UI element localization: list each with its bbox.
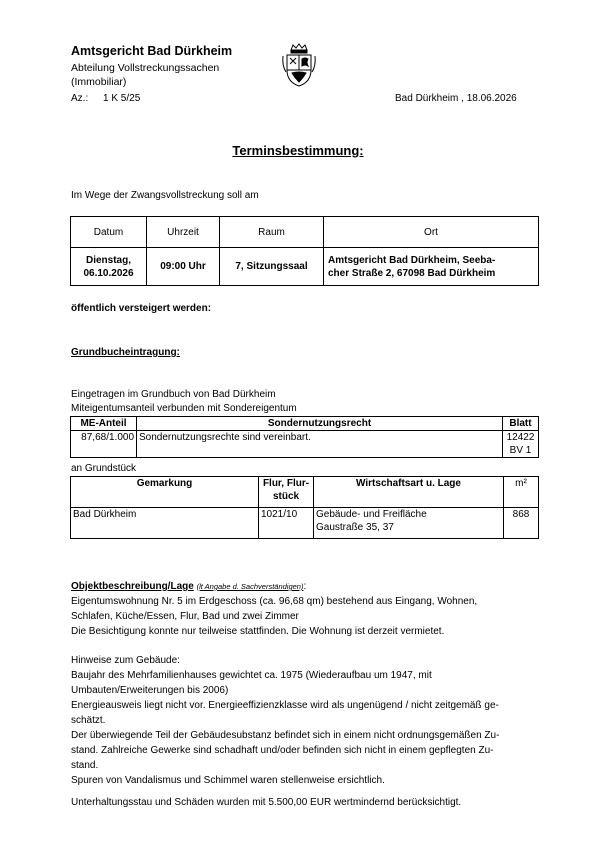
appointment-room: 7, Sitzungssaal: [220, 248, 324, 286]
object-heading-colon: :: [303, 581, 307, 592]
note-line: schätzt.: [71, 715, 106, 726]
column-header: Sondernutzungsrecht: [137, 417, 503, 431]
sheet-value: [503, 431, 539, 458]
description-line: Die Besichtigung konnte nur teilweise stattfinden. Die Wohnung ist derzeit vermietet.: [71, 626, 445, 637]
parcel-header-row: [71, 477, 539, 508]
description-line: Schlafen, Küche/Essen, Flur, Bad und zwei Zimmer: [71, 611, 299, 622]
appointment-table: [70, 216, 539, 286]
land-register-line-1: Eingetragen im Grundbuch von Bad Dürkheim: [71, 389, 276, 400]
location-line-1: Amtsgericht Bad Dürkheim, Seeba-: [328, 254, 496, 266]
column-header: m²: [504, 477, 539, 508]
date-line-1: Dienstag,: [85, 254, 131, 266]
date-line-2: 06.10.2026: [83, 267, 134, 279]
column-header: Datum: [71, 217, 147, 248]
flur-value: 1021/10: [259, 508, 314, 539]
appointment-location: [324, 248, 539, 286]
file-number-label: Az.:: [71, 93, 89, 104]
note-line: Der überwiegende Teil der Gebäudesubstanz befindet sich in einem nicht ordnungsgemäßen Zu-: [71, 730, 500, 741]
column-header: Ort: [324, 217, 539, 248]
intro-text: Im Wege der Zwangsvollstreckung soll am: [71, 190, 259, 201]
department-line-1: Abteilung Vollstreckungssachen: [71, 62, 220, 74]
place-date: Bad Dürkheim , 18.06.2026: [395, 93, 517, 104]
flur-header-line-1: Flur, Flur-: [262, 478, 310, 489]
column-header: Wirtschaftsart u. Lage: [314, 477, 504, 508]
land-label: an Grundstück: [71, 463, 137, 474]
column-header: ME-Anteil: [71, 417, 137, 431]
appointment-row: [71, 248, 539, 286]
share-row: [71, 431, 539, 458]
area-value: 868: [504, 508, 539, 539]
appointment-date: [71, 248, 147, 286]
column-header: Uhrzeit: [147, 217, 220, 248]
column-header: Blatt: [503, 417, 539, 431]
use-line-1: Gebäude- und Freifläche: [316, 509, 427, 520]
column-header: Raum: [220, 217, 324, 248]
note-line: Umbauten/Erweiterungen bis 2006): [71, 685, 229, 696]
note-line: Spuren von Vandalismus und Schimmel waren stellenweise ersichtlich.: [71, 775, 385, 786]
parcel-table: [70, 476, 539, 539]
department-line-2: (Immobiliar): [71, 76, 127, 88]
share-value: 87,68/1.000: [71, 431, 137, 458]
note-line: Energieausweis liegt nicht vor. Energieeffizienzklasse wird als ungenügend / nicht zeitgemäß ge-: [71, 700, 499, 711]
location-line-2: cher Straße 2, 67098 Bad Dürkheim: [328, 267, 496, 279]
sheet-line-2: BV 1: [509, 445, 532, 456]
file-number: 1 K 5/25: [103, 93, 141, 104]
appointment-header-row: [71, 217, 539, 248]
object-heading-title: Objektbeschreibung/Lage: [71, 581, 194, 592]
gemarkung-value: Bad Dürkheim: [71, 508, 259, 539]
special-use-value: Sondernutzungsrechte sind vereinbart.: [137, 431, 503, 458]
sheet-line-1: 12422: [506, 432, 535, 443]
land-register-heading: Grundbucheintragung:: [71, 347, 180, 358]
note-line: Baujahr des Mehrfamilienhauses gewichtet ca. 1975 (Wiederaufbau um 1947, mit: [71, 670, 432, 681]
note-line: stand.: [71, 760, 99, 771]
court-name: Amtsgericht Bad Dürkheim: [71, 44, 233, 58]
share-header-row: [71, 417, 539, 431]
object-heading-note: (lt Angabe d. Sachverständigen): [196, 582, 304, 591]
flur-header-line-2: stück: [272, 491, 300, 502]
coat-of-arms-icon: [281, 42, 317, 88]
object-description: [71, 594, 531, 639]
document-title: Terminsbestimmung:: [232, 143, 364, 158]
description-line: Eigentumswohnung Nr. 5 im Erdgeschoss (ca. 96,68 qm) bestehend aus Eingang, Wohnen,: [71, 596, 478, 607]
object-heading: [71, 581, 306, 592]
appointment-time: 09:00 Uhr: [147, 248, 220, 286]
land-register-line-2: Miteigentumsanteil verbunden mit Sondereigentum: [71, 403, 297, 414]
auction-text: öffentlich versteigert werden:: [71, 303, 212, 314]
note-line: stand. Zahlreiche Gewerke sind schadhaft und/oder befinden sich nicht in einem gepflegten Zu-: [71, 745, 494, 756]
parcel-row: [71, 508, 539, 539]
use-line-2: Gaustraße 35, 37: [316, 522, 394, 533]
column-header: Gemarkung: [71, 477, 259, 508]
notes-heading: Hinweise zum Gebäude:: [71, 655, 180, 666]
column-header: [259, 477, 314, 508]
maintenance-note: Unterhaltungsstau und Schäden wurden mit 5.500,00 EUR wertmindernd berücksichtigt.: [71, 797, 462, 808]
share-table: [70, 416, 539, 458]
building-notes: [71, 653, 531, 788]
use-value: [314, 508, 504, 539]
